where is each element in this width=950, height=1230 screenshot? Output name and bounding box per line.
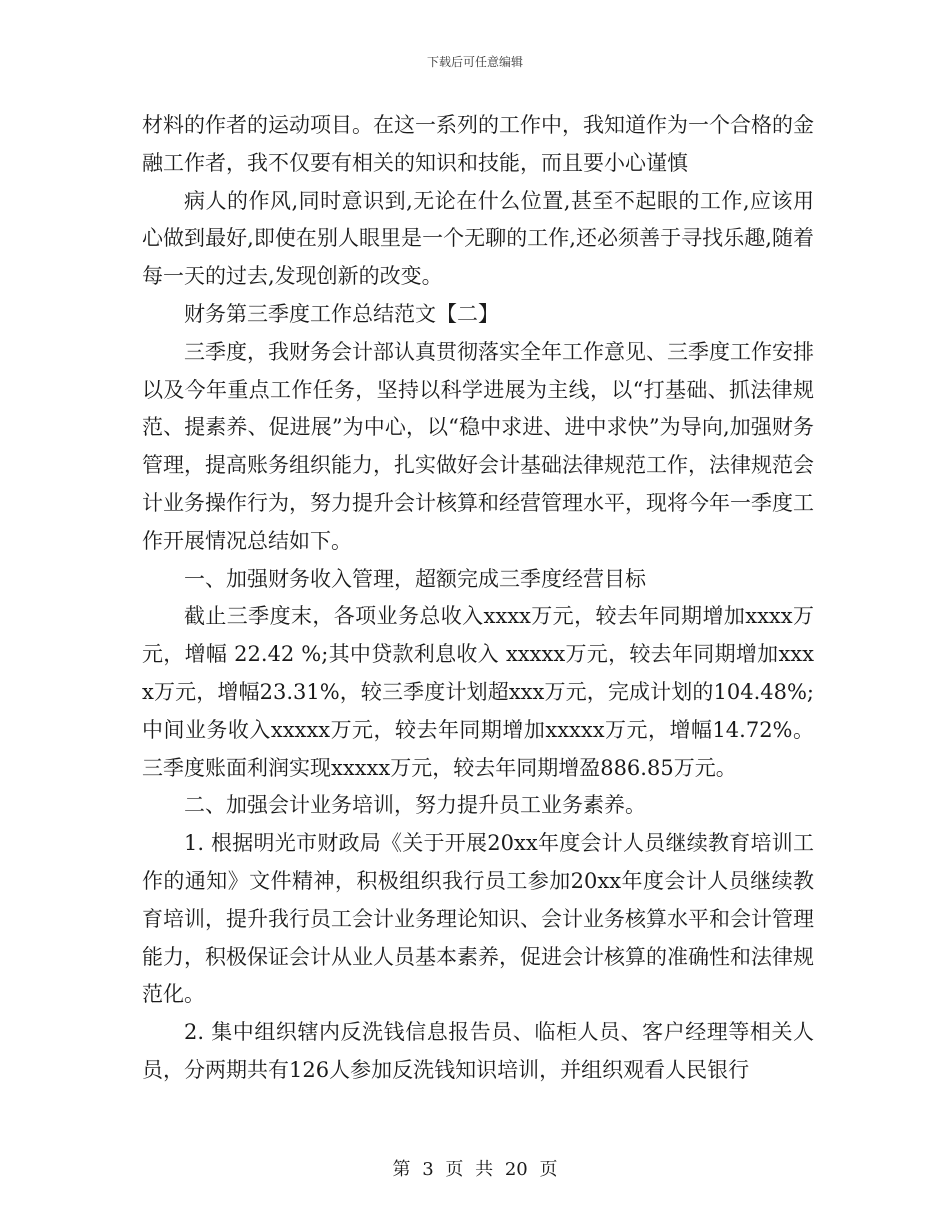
paragraph-4: 截止三季度末，各项业务总收入xxxx万元，较去年同期增加xxxx万元，增幅 22.42 %;其中贷款利息收入 xxxxx万元，较去年同期增加xxxx万元，增幅23.31%，较三季度计划超xxx万元，完成计划的104.48%;中间业务收入xxxxx万元，较去年同期增加xxxxx万元，增幅14.72%。 三季度账面利润实现xxxxx万元，较去年同期增盈886.85万元。 (142, 604, 814, 780)
section-title: 财务第三季度工作总结范文【二】 (184, 301, 499, 326)
heading-2: 二、加强会计业务培训，努力提升员工业务素养。 (184, 793, 646, 818)
page-header: 下载后可任意编辑 (426, 55, 523, 69)
paragraph-1: 材料的作者的运动项目。在这一系列的工作中，我知道作为一个合格的金融工作者，我不仅要有相关的知识和技能，而且要小心谨慎 (142, 113, 814, 175)
paragraph-3: 三季度，我财务会计部认真贯彻落实全年工作意见、三季度工作安排以及今年重点工作任务，坚持以科学进展为主线，以“打基础、抓法律规范、提素养、促进展”为中心，以“稳中求进、进中求快”为导向,加强财务管理，提高账务组织能力，扎实做好会计基础法律规范工作，法律规范会计业务操作行为，努力提升会计核算和经营管理水平，现将今年一季度工作开展情况总结如下。 (142, 339, 814, 553)
list-item-1: 1. 根据明光市财政局《关于开展20xx年度会计人员继续教育培训工作的通知》文件精神，积极组织我行员工参加20xx年度会计人员继续教育培训，提升我行员工会计业务理论知识、会计业务核算水平和会计管理能力，积极保证会计从业人员基本素养，促进会计核算的准确性和法律规范化。 (142, 831, 814, 1007)
page-footer: 第 3 页 共 20 页 (392, 1159, 558, 1180)
paragraph-2: 病人的作风,同时意识到,无论在什么位置,甚至不起眼的工作,应该用心做到最好,即使在别人眼里是一个无聊的工作,还必须善于寻找乐趣,随着每一天的过去,发现创新的改变。 (142, 188, 814, 289)
list-item-2: 2. 集中组织辖内反洗钱信息报告员、临柜人员、客户经理等相关人员，分两期共有126人参加反洗钱知识培训，并组织观看人民银行 (142, 1020, 814, 1082)
heading-1: 一、加强财务收入管理，超额完成三季度经营目标 (184, 566, 646, 591)
document-body (142, 107, 814, 1090)
